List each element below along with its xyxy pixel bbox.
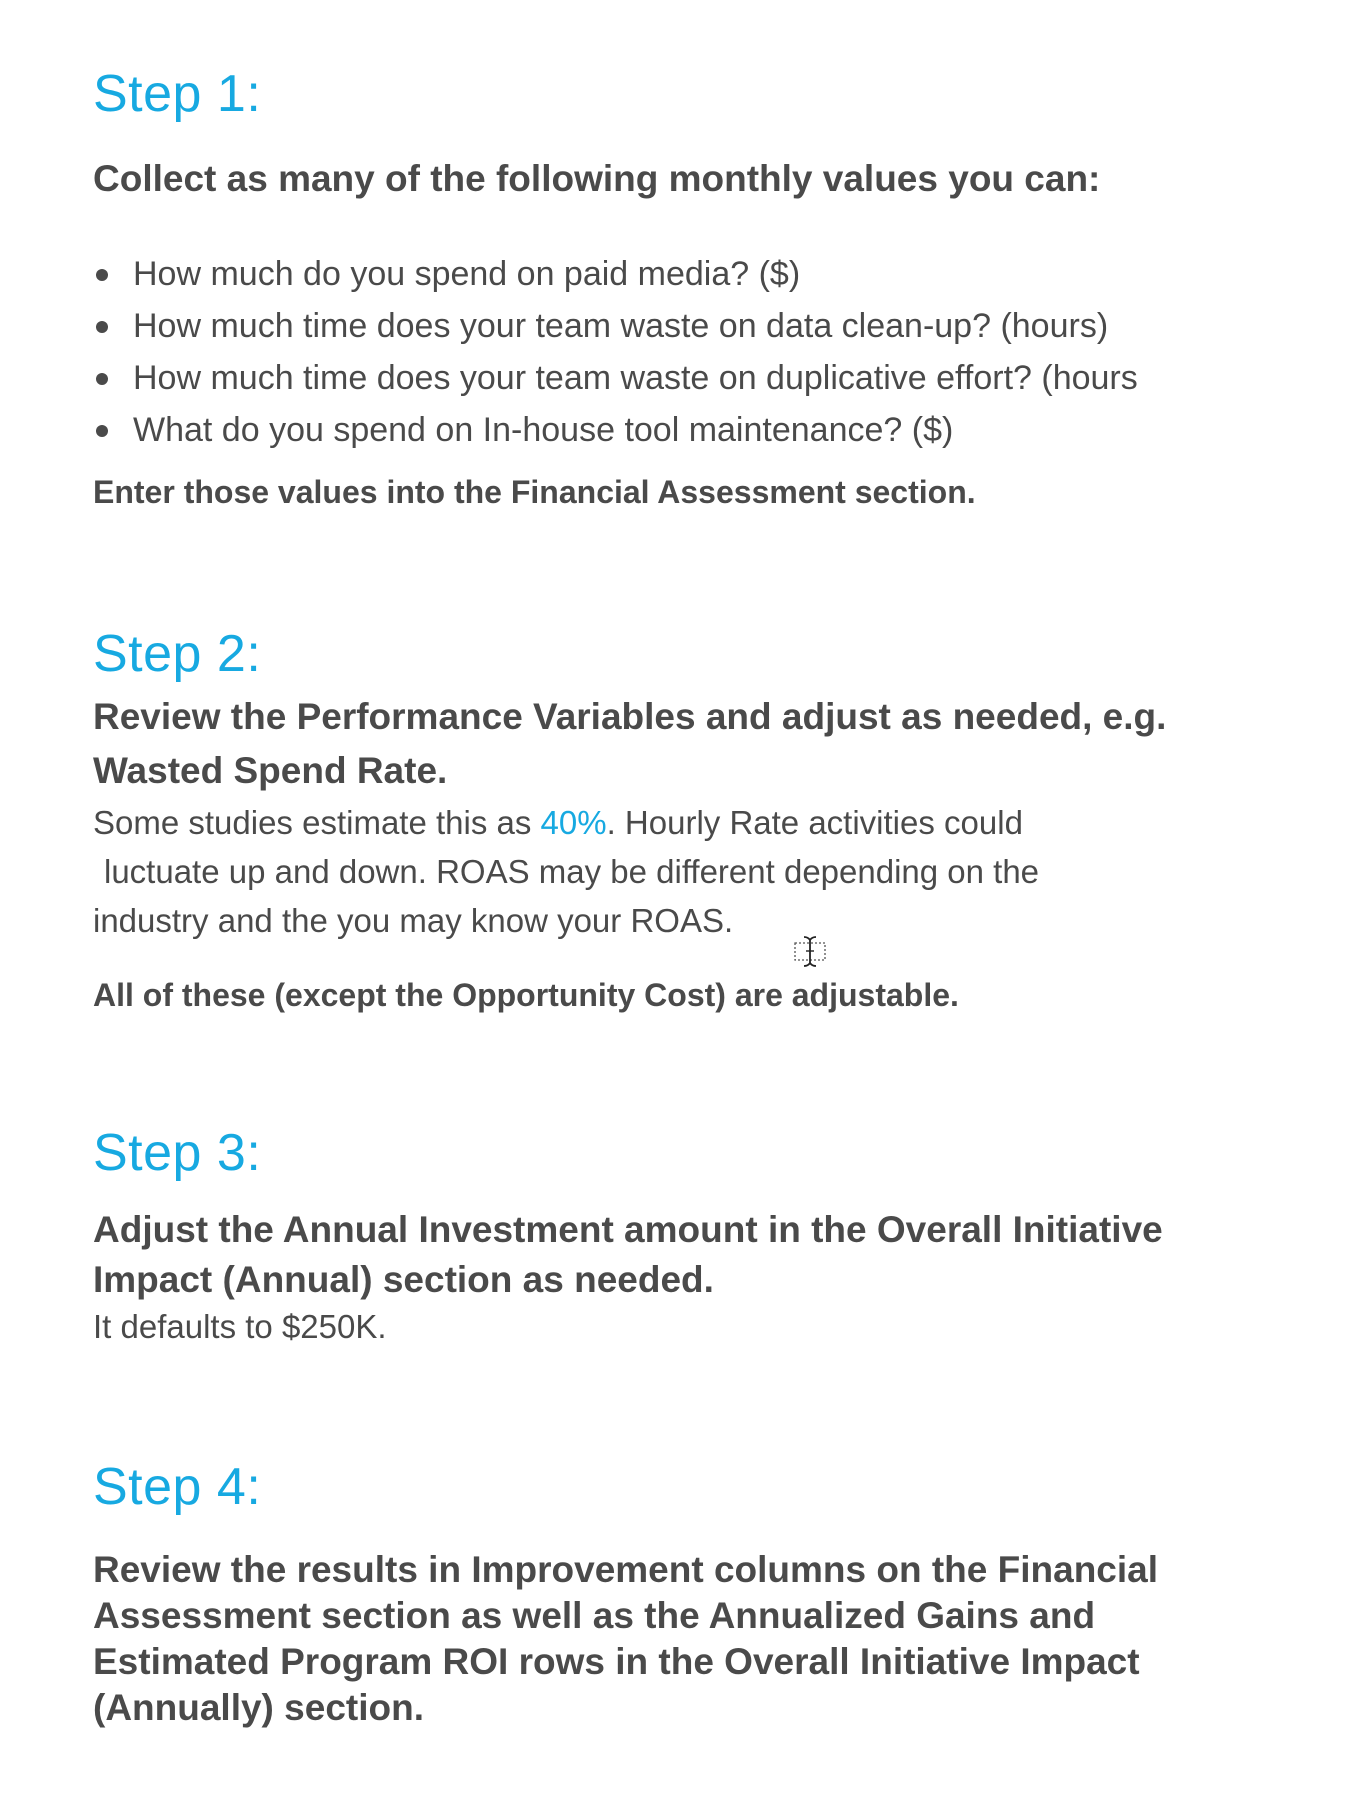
step-1-heading: Step 1: [93, 65, 262, 123]
step-2-desc-line-2: luctuate up and down. ROAS may be different depending on the [104, 853, 1040, 890]
step-1-closing: Enter those values into the Financial Assessment section. [93, 474, 976, 510]
step-2-lead-line-1: Review the Performance Variables and adjust as needed, e.g. [93, 696, 1167, 737]
step-2-desc-pre: Some studies estimate this as [93, 804, 541, 841]
step-2-note: All of these (except the Opportunity Cost) are adjustable. [93, 977, 959, 1013]
step-2-desc-line-3: industry and the you may know your ROAS. [93, 902, 734, 939]
step-4-lead-line-1: Review the results in Improvement columns on the Financial [93, 1549, 1159, 1590]
bullet-icon [96, 425, 108, 437]
step-3-heading: Step 3: [93, 1124, 262, 1182]
step-3-description: It defaults to $250K. [93, 1308, 387, 1345]
step-2-heading: Step 2: [93, 625, 262, 683]
step-4-lead-line-4: (Annually) section. [93, 1687, 424, 1728]
list-item-text: How much do you spend on paid media? ($) [133, 255, 801, 293]
list-item-text: How much time does your team waste on duplicative effort? (hours [133, 359, 1138, 397]
bullet-icon [96, 269, 108, 281]
step-3-section [93, 1123, 1300, 1349]
step-4-heading: Step 4: [93, 1458, 262, 1516]
list-item-text: How much time does your team waste on data clean-up? (hours) [133, 307, 1109, 345]
step-3-lead-line-1: Adjust the Annual Investment amount in the Overall Initiative [93, 1209, 1163, 1250]
step-2-lead-line-2: Wasted Spend Rate. [93, 750, 448, 791]
step-1-section [93, 64, 1300, 514]
step-1-intro: Collect as many of the following monthly values you can: [93, 158, 1101, 199]
wasted-spend-rate-value: 40% [540, 804, 607, 841]
list-item [93, 300, 1300, 352]
step-4-lead-line-2: Assessment section as well as the Annualized Gains and [93, 1595, 1096, 1636]
bullet-icon [96, 373, 108, 385]
list-item [93, 352, 1300, 404]
step-2-lead [93, 690, 1300, 798]
list-item [93, 404, 1300, 456]
step-4-section [93, 1457, 1300, 1731]
bullet-icon [96, 321, 108, 333]
step-2-description [93, 798, 1300, 945]
step-3-lead-line-2: Impact (Annual) section as needed. [93, 1259, 714, 1300]
step-1-list [93, 248, 1300, 456]
step-3-lead [93, 1205, 1300, 1305]
step-2-section [93, 624, 1300, 1017]
list-item [93, 248, 1300, 300]
text-cursor-icon [793, 934, 827, 968]
list-item-text: What do you spend on In-house tool maintenance? ($) [133, 411, 954, 449]
step-4-lead-line-3: Estimated Program ROI rows in the Overall Initiative Impact [93, 1641, 1140, 1682]
step-4-lead [93, 1547, 1300, 1731]
step-2-desc-post: . Hourly Rate activities could [606, 804, 1023, 841]
